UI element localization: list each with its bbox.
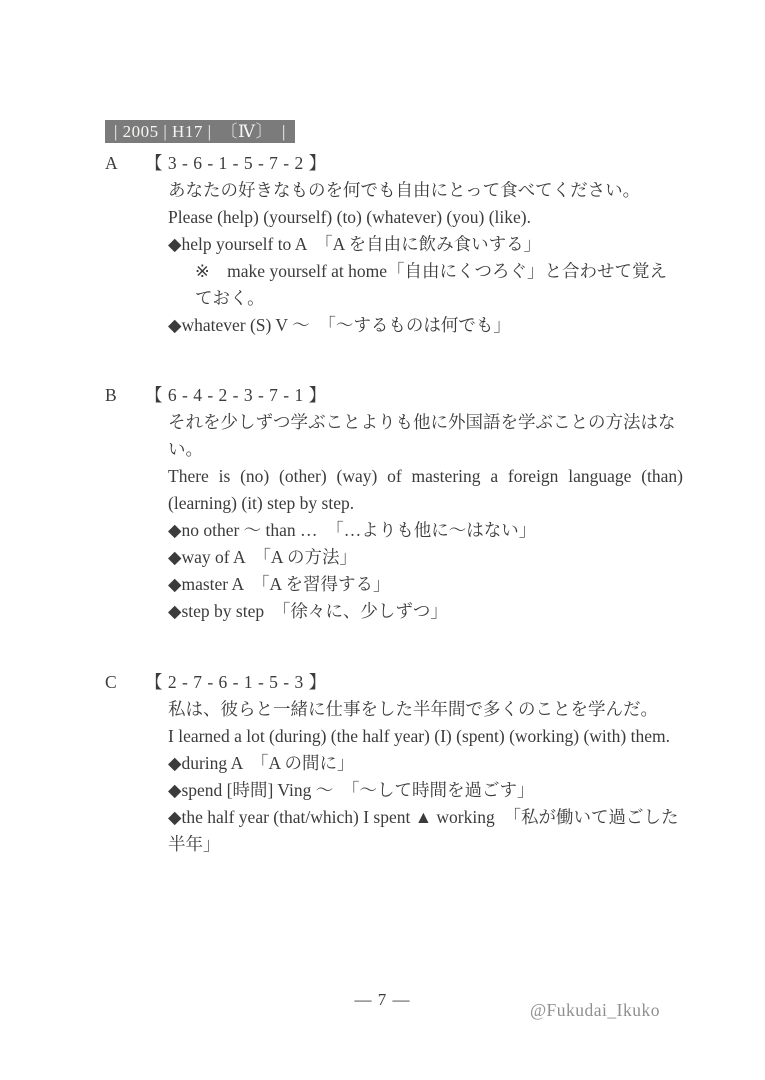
english-sentence-line1: There is (no) (other) (way) of mastering a foreign language (than) xyxy=(168,466,683,486)
diamond-bullet-icon: ◆ xyxy=(168,807,182,827)
note-text: whatever (S) V ～ 「～するものは何でも」 xyxy=(181,315,511,335)
diamond-bullet-icon: ◆ xyxy=(168,601,182,621)
note-text: way of A 「A の方法」 xyxy=(181,547,357,567)
japanese-sentence: それを少しずつ学ぶことよりも他に外国語を学ぶことの方法はない。 xyxy=(168,412,676,459)
note-item xyxy=(168,258,683,312)
note-text: help yourself to A 「A を自由に飲み食いする」 xyxy=(181,234,542,254)
section-c xyxy=(105,669,683,858)
note-item xyxy=(168,750,683,777)
note-item xyxy=(168,571,683,598)
diamond-bullet-icon: ◆ xyxy=(168,574,182,594)
note-item xyxy=(168,312,683,339)
note-item xyxy=(168,544,683,571)
diamond-bullet-icon: ◆ xyxy=(168,547,182,567)
diamond-bullet-icon: ◆ xyxy=(168,234,182,254)
note-text: no other ～ than … 「…よりも他に～はない」 xyxy=(181,520,537,540)
reference-mark-icon: ※ xyxy=(195,261,210,281)
section-label: A xyxy=(105,153,118,173)
section-heading xyxy=(105,382,683,409)
japanese-sentence: 私は、彼らと一緒に仕事をした半年間で多くのことを学んだ。 xyxy=(168,699,658,719)
section-label: C xyxy=(105,672,117,692)
year-header-badge: | 2005 | H17 | 〔Ⅳ〕 | xyxy=(105,120,295,143)
note-item xyxy=(168,598,683,625)
note-text: spend [時間] Ving ～ 「～して時間を過ごす」 xyxy=(181,780,535,800)
section-b xyxy=(105,382,683,625)
answer-order: 【 2 - 7 - 6 - 1 - 5 - 3 】 xyxy=(145,672,327,692)
page-number: — 7 — xyxy=(354,990,411,1009)
note-text: step by step 「徐々に、少しずつ」 xyxy=(181,601,448,621)
page-content xyxy=(105,118,683,858)
note-text: the half year (that/which) I spent ▲ working 「私が働いて過ごした半年」 xyxy=(168,807,679,854)
section-heading xyxy=(105,150,683,177)
answer-order: 【 3 - 6 - 1 - 5 - 7 - 2 】 xyxy=(145,153,327,173)
diamond-bullet-icon: ◆ xyxy=(168,315,182,335)
section-body xyxy=(168,177,683,339)
section-body xyxy=(168,409,683,625)
section-heading xyxy=(105,669,683,696)
section-label: B xyxy=(105,385,117,405)
note-text: during A 「A の間に」 xyxy=(181,753,355,773)
section-body xyxy=(168,696,683,858)
note-item xyxy=(168,517,683,544)
english-sentence: Please (help) (yourself) (to) (whatever) (you) (like). xyxy=(168,207,531,227)
note-text: make yourself at home「自由にくつろぐ」と合わせて覚えておく。 xyxy=(195,261,668,308)
note-text: master A 「A を習得する」 xyxy=(181,574,391,594)
page-footer xyxy=(105,990,660,1030)
japanese-sentence: あなたの好きなものを何でも自由にとって食べてください。 xyxy=(168,180,641,200)
diamond-bullet-icon: ◆ xyxy=(168,780,182,800)
diamond-bullet-icon: ◆ xyxy=(168,753,182,773)
note-item xyxy=(168,777,683,804)
author-handle: @Fukudai_Ikuko xyxy=(529,1000,660,1020)
english-sentence: I learned a lot (during) (the half year) (I) (spent) (working) (with) them. xyxy=(168,726,670,746)
section-a xyxy=(105,150,683,339)
english-sentence-line2: (learning) (it) step by step. xyxy=(168,493,355,513)
diamond-bullet-icon: ◆ xyxy=(168,520,182,540)
note-item xyxy=(168,804,683,858)
answer-order: 【 6 - 4 - 2 - 3 - 7 - 1 】 xyxy=(145,385,327,405)
note-item xyxy=(168,231,683,258)
